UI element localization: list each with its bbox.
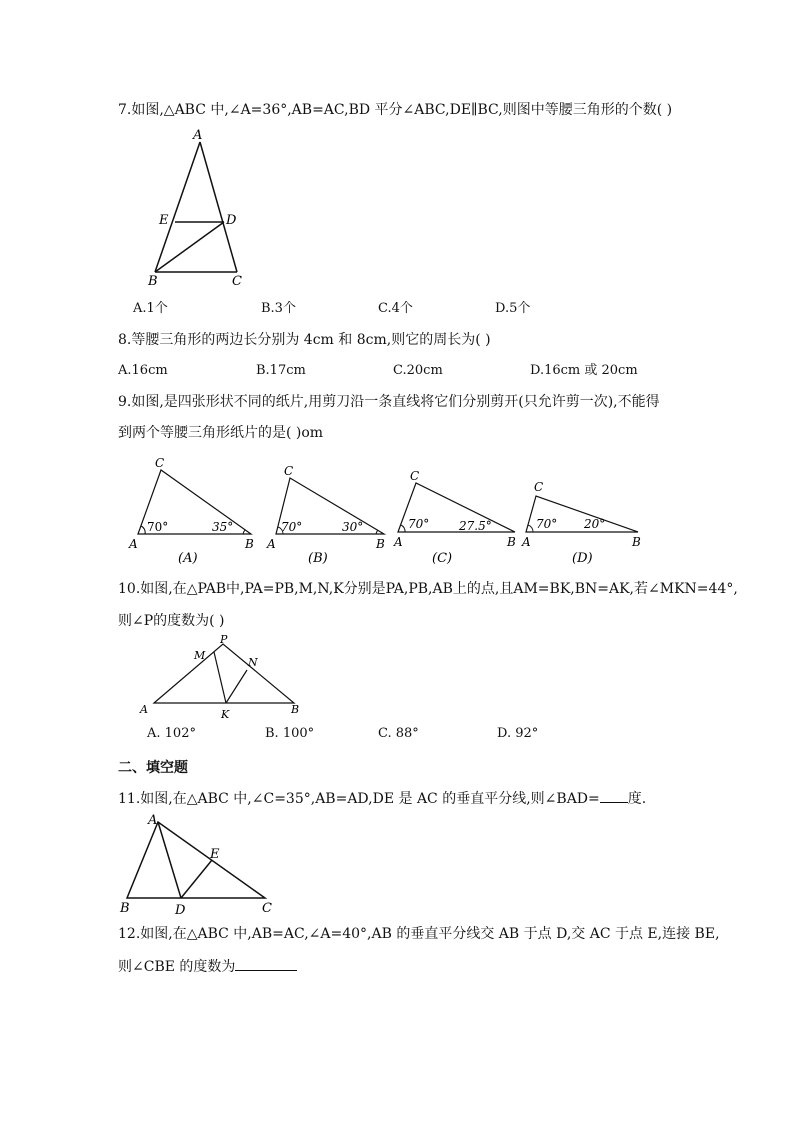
q9d-angle-b: 20°: [584, 517, 606, 531]
q11-answer-blank[interactable]: [600, 788, 628, 803]
q9c-angle-a: 70°: [408, 517, 430, 531]
q11-stem: [118, 788, 646, 808]
q7-option-b: B.3个: [261, 301, 296, 316]
q8-stem: 8.等腰三角形的两边长分别为 4cm 和 8cm,则它的周长为( ): [118, 332, 491, 348]
q7-figure: [140, 128, 260, 288]
q9d-angle-a: 70°: [536, 517, 558, 531]
q11-label-d: D: [175, 903, 186, 918]
q9d-label-a: A: [522, 535, 531, 549]
q9b-caption: (B): [308, 551, 328, 566]
q8-option-b: B.17cm: [256, 363, 306, 378]
q10-option-c: C. 88°: [378, 726, 419, 741]
q9c-angle-b: 27.5°: [459, 519, 492, 533]
q9-figure-d: [520, 458, 655, 568]
section-title: 二、填空题: [118, 760, 188, 776]
q9a-label-b: B: [245, 537, 254, 551]
q9d-caption: (D): [572, 551, 593, 566]
q11-label-a: A: [148, 813, 158, 828]
q9a-caption: (A): [178, 551, 198, 566]
q11-label-b: B: [120, 901, 130, 916]
q9a-angle-b: 35°: [212, 520, 234, 534]
q11-label-c: C: [262, 901, 272, 916]
q9-stem-line2: 到两个等腰三角形纸片的是( )om: [118, 425, 324, 441]
q10-option-b: B. 100°: [265, 726, 315, 741]
q10-label-m: M: [194, 649, 206, 662]
q10-label-a: A: [140, 703, 148, 716]
q10-label-b: B: [291, 703, 300, 716]
q7-label-d: D: [226, 213, 237, 228]
q10-label-k: K: [221, 708, 230, 721]
q9a-angle-a: 70°: [147, 520, 169, 534]
q12-stem-line1: 12.如图,在△ABC 中,AB=AC,∠A=40°,AB 的垂直平分线交 AB 于点 D,交 AC 于点 E,连接 BE,: [118, 926, 720, 942]
q9b-angle-a: 70°: [281, 520, 303, 534]
q8-option-a: A.16cm: [118, 363, 168, 378]
q12-stem-line2: [118, 956, 297, 976]
q10-option-a: A. 102°: [147, 726, 196, 741]
q9c-label-b: B: [507, 535, 516, 549]
q9c-label-c: C: [410, 469, 420, 483]
q10-figure: [136, 632, 306, 722]
q9-stem-line1: 9.如图,是四张形状不同的纸片,用剪刀沿一条直线将它们分别剪开(只允许剪一次),不能得: [118, 394, 660, 410]
q9-figure-c: [392, 458, 527, 568]
q7-label-a: A: [193, 128, 203, 143]
q9c-caption: (C): [432, 551, 453, 566]
q9-figure-b: [266, 458, 401, 568]
q10-stem-line1: 10.如图,在△PAB中,PA=PB,M,N,K分别是PA,PB,AB上的点,且AM=BK,BN=AK,若∠MKN=44°,: [118, 581, 738, 597]
q11-stem-after: 度.: [627, 791, 647, 807]
q9b-label-a: A: [267, 537, 276, 551]
q10-label-p: P: [220, 633, 228, 646]
q9d-label-c: C: [534, 480, 544, 494]
q7-label-e: E: [159, 213, 169, 228]
q7-stem: 7.如图,△ABC 中,∠A=36°,AB=AC,BD 平分∠ABC,DE∥BC,则图中等腰三角形的个数( ): [118, 102, 673, 118]
q7-side-ab: [155, 142, 200, 272]
q11-stem-before: 11.如图,在△ABC 中,∠C=35°,AB=AD,DE 是 AC 的垂直平分线,则∠BAD=: [118, 791, 600, 807]
q9b-label-c: C: [284, 464, 294, 478]
q9b-label-b: B: [376, 537, 385, 551]
q7-label-b: B: [148, 274, 158, 289]
q9d-label-b: B: [632, 535, 641, 549]
q8-option-d: D.16cm 或 20cm: [530, 363, 638, 378]
q8-option-c: C.20cm: [393, 363, 443, 378]
q10-option-d: D. 92°: [497, 726, 539, 741]
q9a-label-a: A: [129, 537, 138, 551]
q10-label-n: N: [248, 656, 258, 669]
q7-side-ac: [200, 142, 237, 272]
q9-figure-a: [128, 458, 263, 568]
q10-stem-line2: 则∠P的度数为( ): [118, 613, 225, 629]
q7-label-c: C: [232, 274, 242, 289]
q9b-angle-b: 30°: [342, 520, 364, 534]
q7-option-a: A.1个: [133, 301, 168, 316]
q9a-label-c: C: [155, 456, 165, 470]
q11-label-e: E: [210, 847, 220, 862]
q12-answer-blank[interactable]: [235, 956, 297, 971]
q11-figure: [116, 812, 276, 917]
q9c-label-a: A: [394, 535, 403, 549]
q12-stem-text: 则∠CBE 的度数为: [118, 959, 236, 975]
q7-segment-bd: [155, 222, 224, 272]
q7-option-c: C.4个: [378, 301, 413, 316]
q7-option-d: D.5个: [495, 301, 531, 316]
